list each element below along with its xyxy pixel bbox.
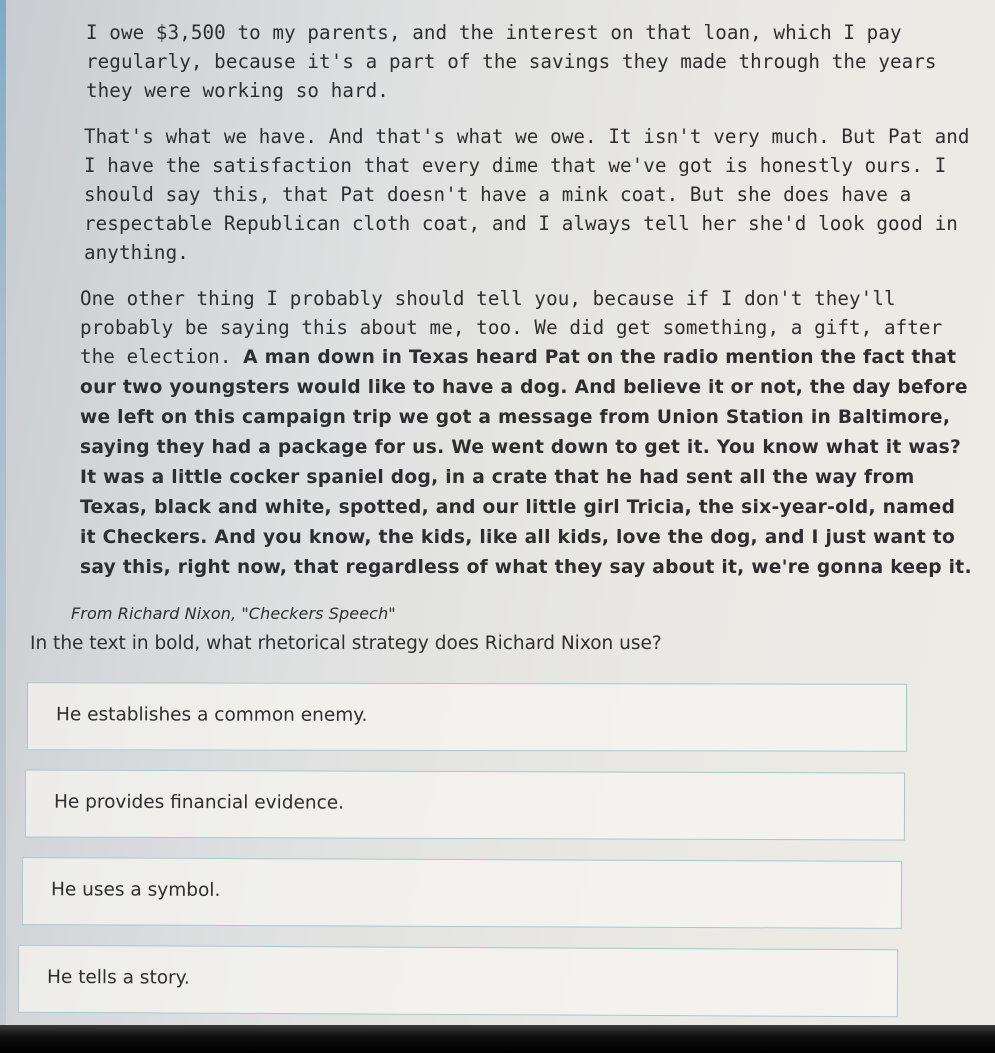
passage-paragraph-2: That's what we have. And that's what we owe. It isn't very much. But Pat and I have the satisfaction that every dime that we've got is honestly ours. I should say this, that Pat doesn't have a mink coat. But she does have a respectable Republican cloth coat, and I always tell her she'd look good in anything. (84, 125, 970, 264)
answer-choice-label: He tells a story. (46, 966, 190, 989)
answer-choice-label: He establishes a common enemy. (55, 704, 368, 726)
passage-bold-text: A man down in Texas heard Pat on the radio mention the fact that our two youngsters would like to have a dog. And believe it or not, the day before we left on this campaign trip we got a message from Union Station in Baltimore, saying they had a package for us. We went down to get it. You know what it was? It was a little cocker spaniel dog, in a crate that he had sent all the way from Texas, black and white, spotted, and our little girl Tricia, the six-year-old, named it Checkers. And you know, the kids, like all kids, love the dog, and I just want to say this, right now, that regardless of what they say about it, we're gonna keep it. (80, 347, 972, 578)
passage-paragraph-3 (76, 284, 976, 582)
answer-choice-1[interactable] (27, 682, 907, 752)
question-prompt: In the text in bold, what rhetorical strategy does Richard Nixon use? (30, 633, 662, 654)
screen-left-edge (0, 0, 6, 1053)
answer-choice-4[interactable] (18, 945, 898, 1018)
passage-source: From Richard Nixon, "Checkers Speech" (71, 604, 396, 623)
answer-choice-label: He provides financial evidence. (53, 791, 345, 814)
passage-plain-text: One other thing I probably should tell you, because if I don't they'll probably be saying this about me, too. We did get something, a gift, after the election. (80, 287, 943, 368)
passage-paragraph-1: I owe $3,500 to my parents, and the interest on that loan, which I pay regularly, because it's a part of the savings they made through the years they were working so hard. (86, 21, 937, 102)
answer-choice-3[interactable] (22, 857, 902, 929)
screen-bottom-bezel (0, 1025, 995, 1053)
answer-choice-label: He uses a symbol. (50, 879, 221, 901)
answer-choice-2[interactable] (25, 769, 905, 840)
passage (71, 18, 976, 625)
